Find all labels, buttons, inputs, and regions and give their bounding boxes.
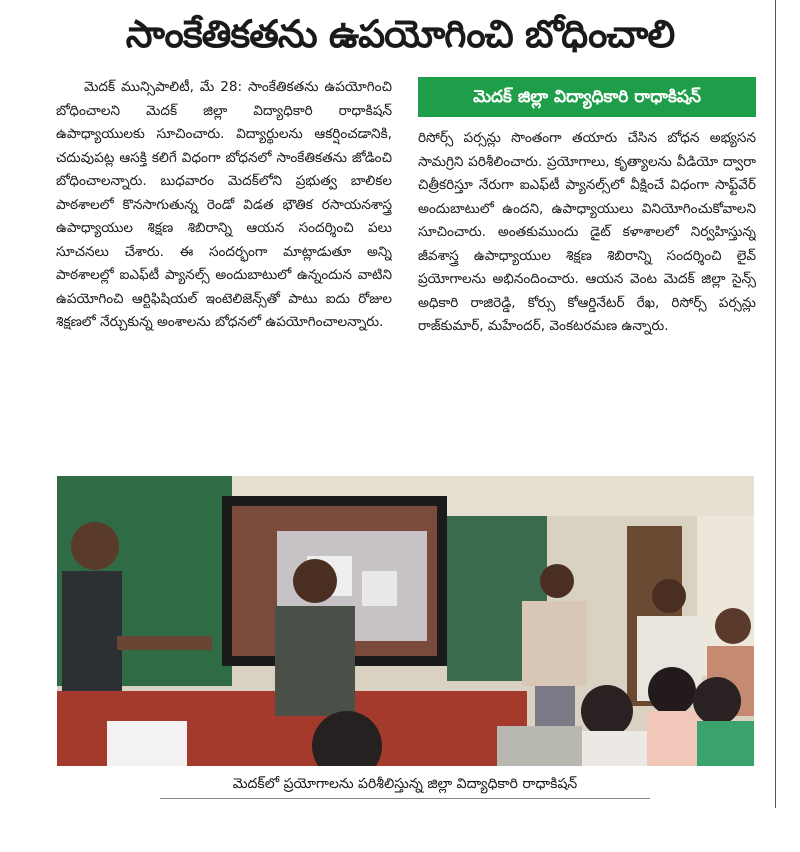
article-paragraph-right: రిసోర్స్ పర్సన్లు సొంతంగా తయారు చేసిన బోధన అభ్యసన సామగ్రిని పరిశీలించారు. ప్రయోగాలు, కృత్యాలను వీడియో ద్వారా చిత్రీకరిస్తూ నేరుగా ఐఎఫ్‌టీ ప్యానల్స్‌లో వీక్షించే విధంగా సాఫ్ట్‌వేర్ అందుబాటులో ఉందని, ఉపాధ్యాయులు వినియోగించుకోవాలని సూచించారు. అంతకుముందు డైట్ కళాశాలలో నిర్వహిస్తున్న జీవశాస్త్ర ఉపాధ్యాయుల శిక్షణ శిబిరాన్ని సందర్శించి లైవ్ ప్రయోగాలను అభినందించారు. ఆయన వెంట మెదక్ జిల్లా సైన్స్ అధికారి రాజిరెడ్డి, కోర్సు కోఆర్డినేటర్ రేఖ, రిసోర్స్ పర్సన్లు రాజ్‌కుమార్, మహేందర్, వెంకటరమణ ఉన్నారు. bbox=[418, 130, 756, 334]
subhead-badge: మెదక్ జిల్లా విద్యాధికారి రాధాకిషన్ bbox=[418, 77, 756, 117]
article-column-right bbox=[418, 127, 756, 467]
photo-caption: మెదక్‌లో ప్రయోగాలను పరిశీలిస్తున్న జిల్లా విద్యాధికారి రాధాకిషన్ bbox=[160, 770, 650, 799]
news-photo bbox=[57, 476, 754, 766]
article-paragraph-left: మెదక్ మున్సిపాలిటీ, మే 28: సాంకేతికతను ఉపయోగించి బోధించాలని మెదక్ జిల్లా విద్యాధికారి రాధాకిషన్ ఉపాధ్యాయులకు సూచించారు. విద్యార్థులను ఆకర్షించడానికి, చదువుపట్ల ఆసక్తి కలిగే విధంగా బోధనలో సాంకేతికతను జోడించి బోధించాలన్నారు. బుధవారం మెదక్‌లోని ప్రభుత్వ బాలికల పాఠశాలలో కొనసాగుతున్న రెండో విడత భౌతిక రసాయనశాస్త్ర ఉపాధ్యాయుల శిక్షణ శిబిరాన్ని ఆయన సందర్శించి పలు సూచనలు చేశారు. ఈ సందర్భంగా మాట్లాడుతూ అన్ని పాఠశాలల్లో ఐఎఫ్‌టీ ప్యానల్స్ అందుబాటులో ఉన్నందున వాటిని ఉపయోగించి ఆర్టిఫిషియల్ ఇంటెలిజెన్స్‌తో పాటు ఐదు రోజుల శిక్షణలో నేర్చుకున్న అంశాలను బోధనలో ఉపయోగించాలన్నారు. bbox=[56, 79, 392, 330]
article-column-left bbox=[56, 76, 392, 466]
headline: సాంకేతికతను ఉపయోగించి బోధించాలి bbox=[125, 12, 675, 56]
column-rule bbox=[775, 0, 776, 808]
classroom-photo-illustration bbox=[57, 476, 754, 766]
